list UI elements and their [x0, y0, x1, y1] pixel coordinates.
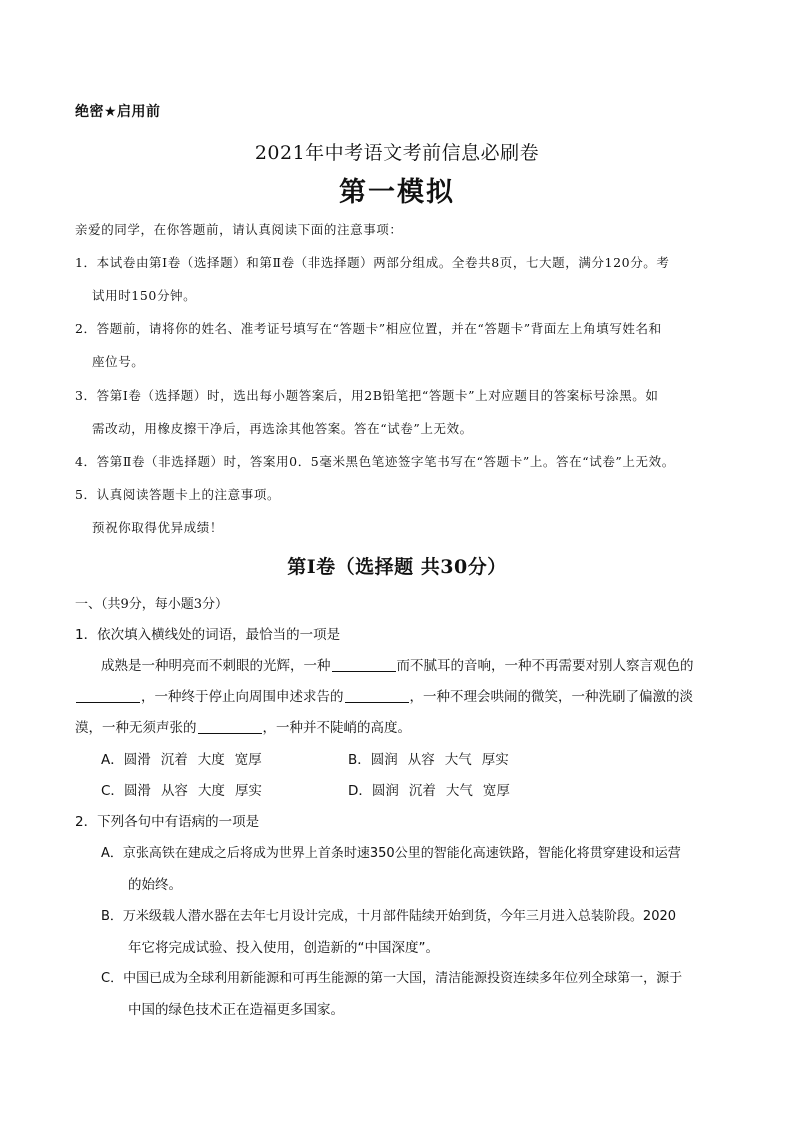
q1-option-d: D．圆润 沉着 大气 宽厚	[348, 783, 510, 799]
q1-option-a: A．圆滑 沉着 大度 宽厚	[101, 752, 262, 768]
answer-blank	[345, 689, 409, 703]
part-label: 一、（共9分，每小题3分）	[75, 597, 229, 612]
instruction-5: 5．认真阅读答题卡上的注意事项。	[75, 487, 281, 502]
q1-option-c: C．圆滑 从容 大度 厚实	[101, 783, 262, 799]
q1-passage-line1	[101, 657, 694, 675]
q2-option-c-line2: 中国的绿色技术正在造福更多国家。	[128, 1002, 344, 1018]
q2-option-b-line1: B．万米级载人潜水器在去年七月设计完成，十月部件陆续开始到货，今年三月进入总装阶段。2020	[101, 909, 677, 924]
instruction-1-line1: 1．本试卷由第Ⅰ卷（选择题）和第Ⅱ卷（非选择题）两部分组成。全卷共8页，七大题，满分120分。考	[75, 255, 670, 270]
q2-option-a-line1: A．京张高铁在建成之后将成为世界上首条时速350公里的智能化高速铁路，智能化将贯穿建设和运营	[101, 846, 681, 861]
q1-stem: 1．依次填入横线处的词语，最恰当的一项是	[75, 627, 341, 643]
q1-passage-line2	[75, 688, 693, 706]
secret-label: 绝密★启用前	[75, 104, 161, 120]
instruction-1-line2: 试用时150分钟。	[92, 288, 197, 303]
instruction-3-line1: 3．答第Ⅰ卷（选择题）时，选出每小题答案后，用2B铅笔把“答题卡”上对应题目的答案标号涂黑。如	[75, 388, 659, 403]
q1-text: 成熟是一种明亮而不刺眼的光辉，一种	[101, 658, 331, 674]
instruction-3-line2: 需改动，用橡皮擦干净后，再选涂其他答案。答在“试卷”上无效。	[92, 421, 473, 436]
instruction-2-line2: 座位号。	[92, 354, 145, 369]
q1-text: ，一种并不陡峭的高度。	[262, 720, 411, 736]
q2-option-c-line1: C．中国已成为全球利用新能源和可再生能源的第一大国，清洁能源投资连续多年位列全球第一，源于	[101, 971, 683, 986]
q1-text: 而不腻耳的音响，一种不再需要对别人察言观色的	[396, 658, 694, 674]
instructions-intro: 亲爱的同学，在你答题前，请认真阅读下面的注意事项：	[75, 222, 403, 237]
exam-subtitle: 第一模拟	[339, 177, 455, 208]
instruction-4: 4．答第Ⅱ卷（非选择题）时，答案用0．5毫米黑色笔迹签字笔书写在“答题卡”上。答在“试卷”上无效。	[75, 454, 675, 469]
answer-blank	[198, 720, 262, 734]
answer-blank	[332, 658, 396, 672]
section-title: 第Ⅰ卷（选择题 共30分）	[287, 556, 507, 578]
instruction-2-line1: 2．答题前，请将你的姓名、准考证号填写在“答题卡”相应位置，并在“答题卡”背面左上角填写姓名和	[75, 321, 662, 336]
q2-option-b-line2: 年它将完成试验、投入使用，创造新的“中国深度”。	[128, 940, 439, 956]
q1-passage-line3	[75, 719, 411, 737]
q1-option-b: B．圆润 从容 大气 厚实	[348, 752, 509, 768]
exam-title: 2021年中考语文考前信息必刷卷	[254, 142, 540, 164]
answer-blank	[76, 689, 140, 703]
q1-text: ，一种终于停止向周围申述求告的	[141, 689, 344, 705]
q2-stem: 2．下列各句中有语病的一项是	[75, 814, 260, 830]
instructions-wish: 预祝你取得优异成绩！	[92, 520, 224, 535]
q2-option-a-line2: 的始终。	[128, 877, 182, 893]
q1-text: 漠，一种无须声张的	[75, 720, 197, 736]
q1-text: ，一种不理会哄闹的微笑，一种洗刷了偏激的淡	[409, 689, 693, 705]
